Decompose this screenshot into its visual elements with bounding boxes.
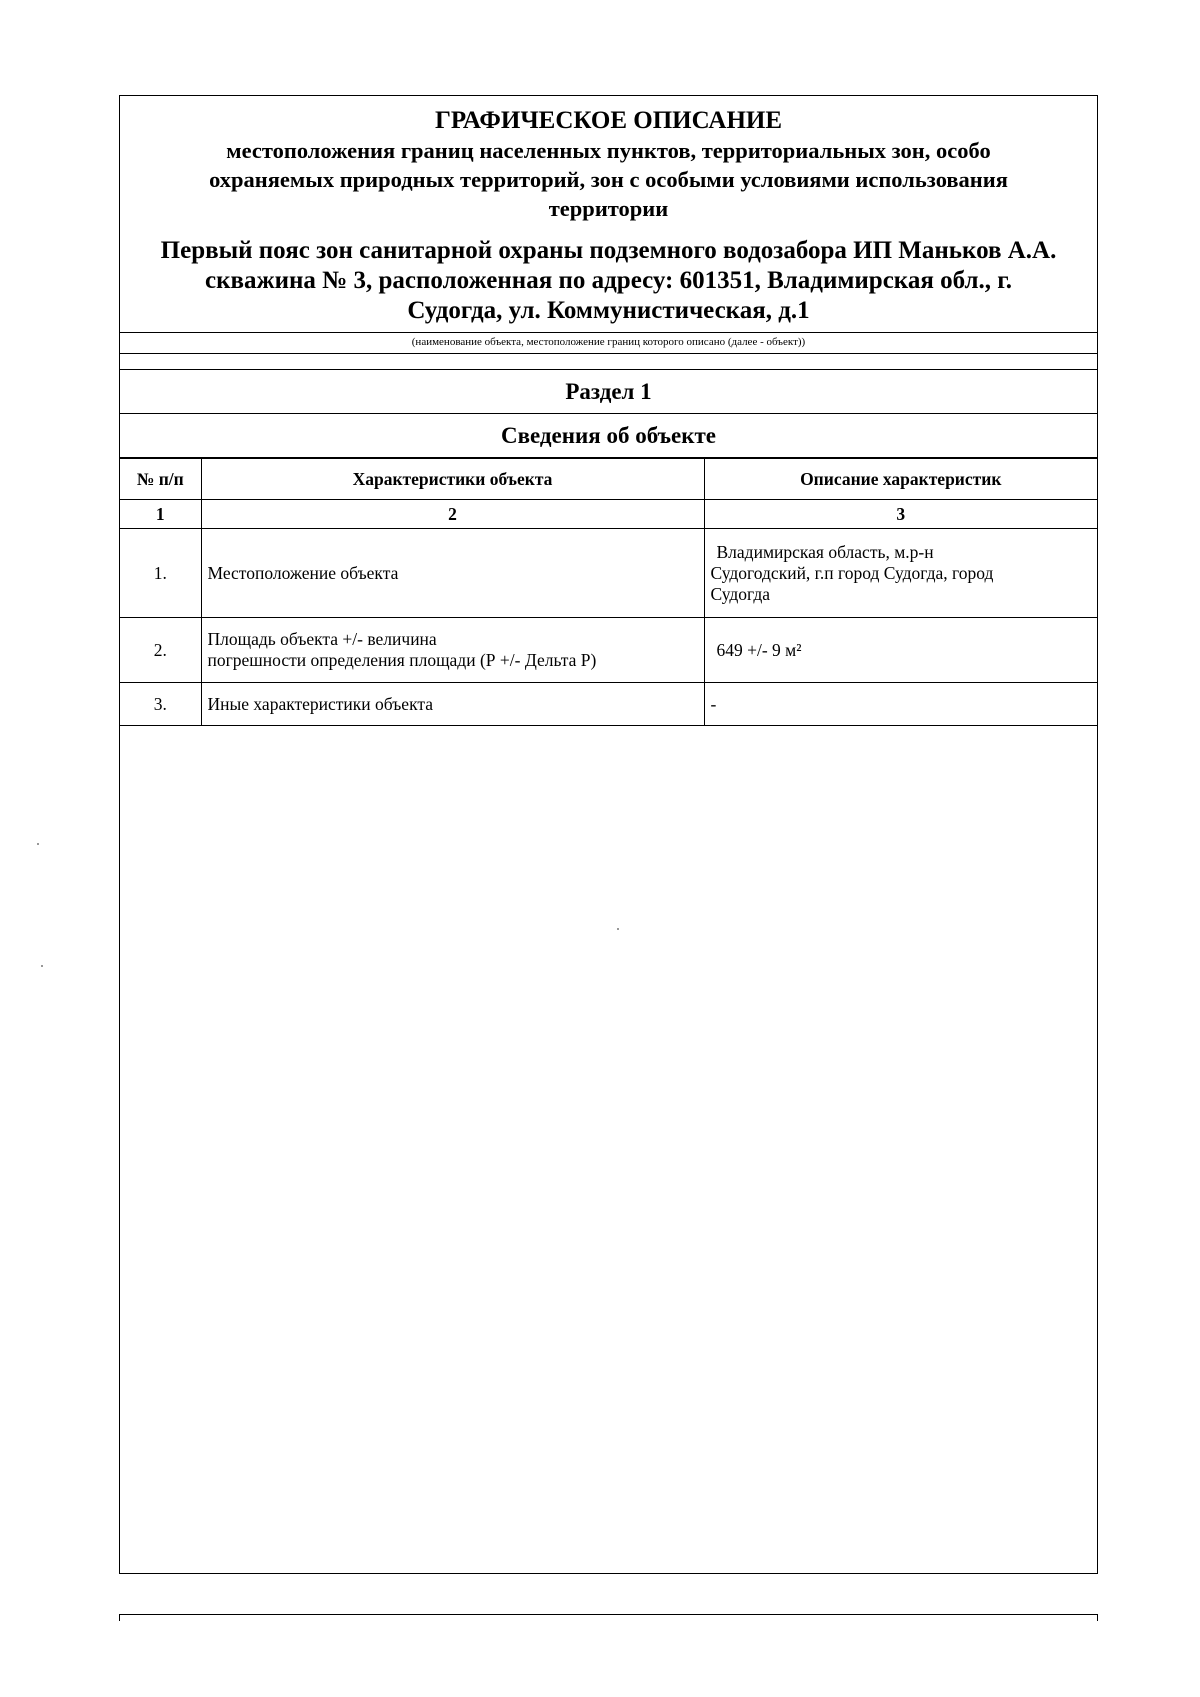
scan-speck	[37, 843, 39, 845]
description-cell	[704, 529, 1097, 618]
table-header-row	[120, 459, 1097, 500]
row-number-cell: 3.	[120, 683, 201, 726]
description-line: 649 +/- 9 м²	[716, 639, 802, 660]
description-line: Владимирская область, м.р-н	[716, 541, 934, 562]
characteristic-cell	[201, 683, 704, 726]
column-number-cell: 3	[704, 500, 1097, 529]
document-title: ГРАФИЧЕСКОЕ ОПИСАНИЕ	[434, 107, 783, 134]
object-name-line: Первый пояс зон санитарной охраны подземного водозабора ИП Маньков А.А.	[160, 237, 1057, 264]
scan-speck	[41, 965, 43, 967]
object-info-table	[120, 458, 1097, 726]
header-cell-characteristic: Характеристики объекта	[201, 459, 704, 500]
header-cell-number: № п/п	[120, 459, 201, 500]
document-frame	[119, 95, 1098, 1574]
subtitle-line: местоположения границ населенных пунктов, территориальных зон, особо	[226, 138, 991, 163]
description-line: Судогда	[710, 583, 771, 604]
section-number: Раздел 1	[120, 369, 1097, 414]
subtitle-line: охраняемых природных территорий, зон с особыми условиями использования	[209, 167, 1008, 192]
row-number-cell: 1.	[120, 529, 201, 618]
object-name-line: Судогда, ул. Коммунистическая, д.1	[407, 297, 810, 324]
column-number-cell: 1	[120, 500, 201, 529]
scan-speck	[617, 928, 619, 930]
object-name-line: скважина № 3, расположенная по адресу: 601351, Владимирская обл., г.	[204, 267, 1013, 294]
section-title: Сведения об объекте	[120, 414, 1097, 458]
table-row	[120, 618, 1097, 683]
column-number-row	[120, 500, 1097, 529]
description-cell	[704, 683, 1097, 726]
bottom-rule	[119, 1614, 1098, 1615]
characteristic-line: Иные характеристики объекта	[207, 693, 433, 714]
object-name	[120, 236, 1097, 326]
description-line: Судогодский, г.п город Судогда, город	[710, 562, 994, 583]
characteristic-line: Площадь объекта +/- величина	[207, 629, 437, 649]
document-header	[120, 96, 1097, 326]
column-number-cell: 2	[201, 500, 704, 529]
description-cell	[704, 618, 1097, 683]
object-caption: (наименование объекта, местоположение границ которого описано (далее - объект))	[120, 332, 1097, 354]
description-line: -	[710, 693, 717, 714]
table-row	[120, 683, 1097, 726]
characteristic-line: погрешности определения площади (Р +/- Дельта Р)	[207, 650, 597, 670]
header-cell-description: Описание характеристик	[704, 459, 1097, 500]
subtitle-line: территории	[548, 196, 669, 221]
characteristic-cell	[201, 529, 704, 618]
document-subtitle	[120, 136, 1097, 223]
table-row	[120, 529, 1097, 618]
characteristic-cell	[201, 618, 704, 683]
row-number-cell: 2.	[120, 618, 201, 683]
characteristic-line: Местоположение объекта	[207, 562, 399, 583]
